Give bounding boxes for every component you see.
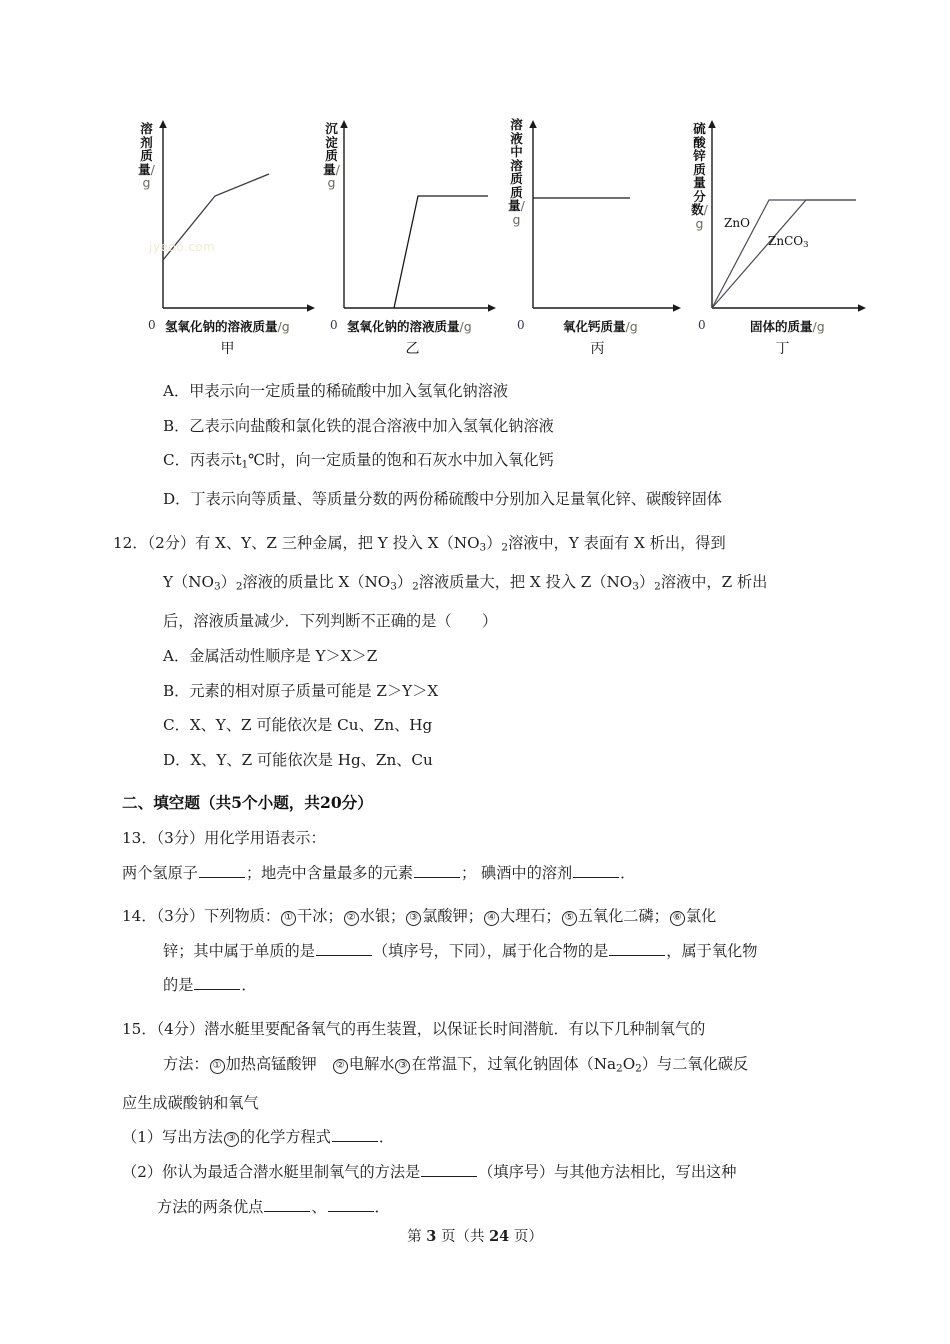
q14-number: 14．: [122, 907, 157, 926]
q12-option-d: [113, 743, 838, 778]
figure-jia: [135, 112, 320, 364]
watermark-text: jyeoo.com: [149, 240, 216, 254]
curve-label-zno: ZnO: [724, 216, 750, 230]
q15-method-2: 电解水: [348, 1054, 395, 1073]
q11-option-c: [113, 443, 838, 482]
q11-option-a-text: 甲表示向一定质量的稀硫酸中加入氢氧化钠溶液: [189, 382, 509, 400]
q14-item-2-num: ②: [344, 911, 359, 926]
q12-option-b: [113, 674, 838, 709]
figure-ding: [690, 112, 875, 364]
q14-line2-part-2: （填序号，下同），属于化合物的是: [372, 941, 609, 960]
q14-item-3-num: ③: [406, 911, 421, 926]
q12-line1: [113, 526, 838, 565]
figure-bing-xaxis-row: [505, 316, 690, 338]
q13-blank-3[interactable]: [573, 862, 619, 877]
q14-stem-pre: 下列物质：: [204, 907, 281, 926]
figure-jia-svg: [135, 112, 320, 317]
figure-jia-ylabel: 溶剂质量/g: [138, 121, 155, 190]
q15-sub1-method-num: ③: [224, 1132, 239, 1147]
q15-method-2-num: ②: [333, 1059, 348, 1074]
q14-item-5-num: ⑤: [562, 911, 577, 926]
q14-line2-part-3: ，属于氧化物: [666, 941, 758, 960]
q15-sub3-part-1: 方法的两条优点: [157, 1197, 264, 1216]
figure-yi-xlabel: 氢氧化钠的溶液质量/g: [347, 319, 472, 334]
q15-stem: 潜水艇里要配备氧气的再生装置，以保证长时间潜航．有以下几种制氧气的: [204, 1019, 706, 1038]
q13-line1: [113, 821, 838, 856]
q12-option-d-letter: D．: [163, 750, 191, 769]
figure-ding-origin-label: 0: [698, 318, 706, 332]
q11-option-b: [113, 409, 838, 444]
q14-blank-3[interactable]: [194, 975, 240, 990]
figure-bing-xlabel: 氧化钙质量/g: [563, 319, 638, 334]
q12-stem-2: $Y(NO_3)_2$溶液的质量比 $X(NO_3)_2$溶液质量大，把 X 投入 $Z(NO_3)_2$溶液中，Z 析出: [163, 573, 768, 593]
figure-bing-ylabel: 溶液中溶质质量/g: [508, 117, 525, 227]
q13-stem: 用化学用语表示：: [204, 829, 326, 847]
figure-yi-origin-label: 0: [330, 318, 338, 332]
q13-part-2: ；地壳中含量最多的元素: [245, 863, 413, 882]
q15-sub2-blank[interactable]: [421, 1162, 477, 1177]
q15-method-3-num: ③: [395, 1059, 410, 1074]
figure-yi-plot: [320, 112, 505, 317]
q15-methods-pre: 方法：: [163, 1054, 209, 1073]
q13-blank-2[interactable]: [414, 862, 460, 877]
q11-option-b-text: 乙表示向盐酸和氯化铁的混合溶液中加入氢氧化钠溶液: [189, 416, 554, 435]
q13-score: （3分）: [156, 829, 205, 847]
figure-ding-caption: 丁: [775, 341, 790, 357]
figure-bing-caption: 丙: [590, 341, 605, 357]
q12-line2: [113, 565, 838, 604]
q14-item-4-name: 大理石；: [499, 907, 561, 926]
q15-sub3-blank-1[interactable]: [264, 1196, 310, 1211]
q15-sub3-blank-2[interactable]: [328, 1196, 374, 1211]
figure-jia-xlabel: 氢氧化钠的溶液质量/g: [165, 319, 290, 334]
q13-line2: [113, 856, 838, 891]
question-body: [113, 374, 838, 1224]
q14-item-1-name: 干冰；: [297, 907, 343, 926]
q15-sub1-blank[interactable]: [332, 1127, 378, 1142]
q15-sub2-part-2: （填序号）与其他方法相比，写出这种: [478, 1162, 737, 1181]
q15-number: 15．: [122, 1019, 157, 1038]
q14-item-1-num: ①: [281, 911, 296, 926]
q15-sub1-part-3: ．: [378, 1128, 395, 1147]
q15-score: （4分）: [156, 1019, 205, 1038]
figure-yi-svg: [320, 112, 505, 317]
q15-method-1-num: ①: [210, 1059, 225, 1074]
q14-score: （3分）: [156, 907, 205, 926]
q14-blank-1[interactable]: [316, 940, 372, 955]
footer-total-pages: 24: [489, 1228, 510, 1245]
figure-jia-plot: [135, 112, 320, 317]
q13-part-4: ．: [620, 863, 636, 882]
q11-option-c-letter: C．: [163, 451, 190, 470]
q15-line3-text: 应生成碳酸钠和氧气: [122, 1093, 259, 1112]
section-2-heading: 二、填空题（共5个小题，共20分）: [122, 793, 373, 813]
q13-number: 13．: [122, 829, 157, 847]
q11-option-a: [113, 374, 838, 409]
figure-jia-xaxis-row: [135, 316, 320, 338]
figure-yi-caption: 乙: [405, 341, 420, 357]
q13-part-3: ； 碘酒中的溶剂: [461, 863, 573, 882]
q13-part-1: 两个氢原子: [122, 863, 198, 882]
figure-ding-xlabel: 固体的质量/g: [750, 319, 825, 334]
q15-line1: [113, 1012, 838, 1047]
q11-option-b-letter: B．: [163, 416, 190, 435]
q14-item-4-num: ④: [484, 911, 499, 926]
q13-blank-1[interactable]: [199, 862, 245, 877]
figure-bing-plot: [505, 112, 690, 317]
figure-jia-origin-label: 0: [148, 318, 156, 332]
figure-yi: [320, 112, 505, 364]
q12-option-c-text: X、Y、Z 可能依次是 Cu、Zn、Hg: [189, 716, 433, 735]
figure-jia-caption: 甲: [220, 341, 235, 357]
footer-page-number: 3: [426, 1228, 437, 1245]
q14-item-3-name: 氯酸钾；: [422, 907, 483, 926]
q14-item-5-name: 五氧化二磷；: [577, 907, 669, 926]
q15-sub2-part-1: （2）你认为最适合潜水艇里制氧气的方法是: [122, 1162, 421, 1181]
q12-option-c: [113, 708, 838, 743]
q12-stem-3: 后，溶液质量减少．下列判断不正确的是（ ）: [163, 612, 498, 631]
q12-option-a: [113, 639, 838, 674]
q11-option-c-text: 丙表示$t_1℃$时，向一定质量的饱和石灰水中加入氧化钙: [189, 451, 554, 471]
q14-item-2-name: 水银；: [359, 907, 406, 926]
q14-line3: [113, 968, 838, 1003]
q15-sub1: [113, 1120, 838, 1155]
q14-item-6-num: ⑥: [670, 911, 685, 926]
q11-option-a-letter: A．: [163, 382, 190, 400]
page-footer: [0, 1225, 950, 1246]
q15-line2: [113, 1047, 838, 1086]
q14-line2: [113, 934, 838, 969]
q15-sub3-part-2: 、: [311, 1197, 327, 1216]
q11-option-d-letter: D．: [163, 490, 191, 509]
q12-option-b-letter: B．: [163, 681, 190, 700]
q15-sub1-part-1: （1）写出方法: [122, 1128, 223, 1147]
q12-option-b-text: 元素的相对原子质量可能是 Z＞Y＞X: [189, 681, 439, 700]
q15-sub3-part-3: ．: [374, 1197, 390, 1216]
q15-sub2: [113, 1155, 838, 1190]
q11-option-d: [113, 482, 838, 517]
curve-label-znco3: ZnCO$_3$: [768, 234, 809, 251]
footer-prefix: 第: [407, 1229, 422, 1245]
q12-option-c-letter: C．: [163, 716, 190, 735]
figure-strip: [135, 112, 875, 364]
q12-option-a-text: 金属活动性顺序是 Y＞X＞Z: [189, 647, 378, 666]
q14-line1: [113, 899, 838, 934]
footer-middle: 页（共: [440, 1229, 485, 1245]
figure-yi-ylabel: 沉淀质量/g: [323, 121, 340, 190]
figure-ding-ylabel: 硫酸锌质量分数/g: [691, 121, 708, 231]
figure-yi-xaxis-row: [320, 316, 505, 338]
q12-score: （2分）: [147, 534, 196, 552]
q11-option-d-text: 丁表示向等质量、等质量分数的两份稀硫酸中分别加入足量氧化锌、碳酸锌固体: [190, 490, 722, 509]
q15-method-1: 加热高锰酸钾: [225, 1054, 332, 1073]
q14-line3-part-1: 的是: [163, 976, 194, 995]
footer-suffix: 页）: [513, 1229, 543, 1245]
q14-blank-2[interactable]: [609, 940, 665, 955]
q14-item-6-name: 氯化: [685, 907, 717, 926]
figure-ding-xaxis-row: [690, 316, 875, 338]
q15-sub1-part-2: 的化学方程式: [239, 1128, 331, 1147]
q15-sub3: [113, 1190, 838, 1225]
q12-number: 12．: [113, 534, 148, 552]
figure-bing-svg: [505, 112, 690, 317]
figure-ding-plot: [690, 112, 875, 317]
q12-stem-1: 有 X、Y、Z 三种金属，把 Y 投入 $X(NO_3)_2$溶液中，Y 表面有 X 析出，得到: [195, 534, 726, 554]
q12-option-d-text: X、Y、Z 可能依次是 Hg、Zn、Cu: [190, 750, 433, 769]
figure-bing-origin-label: 0: [517, 318, 525, 332]
q12-option-a-letter: A．: [163, 647, 190, 666]
q12-line3: [113, 604, 838, 639]
figure-ding-svg: [690, 112, 875, 317]
q14-line2-part-1: 锌；其中属于单质的是: [163, 941, 315, 960]
q14-line3-part-2: ．: [241, 976, 257, 995]
q15-method-3: 在常温下，过氧化钠固体$(Na_2O_2)$与二氧化碳反: [411, 1054, 749, 1075]
figure-bing: [505, 112, 690, 364]
q15-line3: [113, 1086, 838, 1121]
